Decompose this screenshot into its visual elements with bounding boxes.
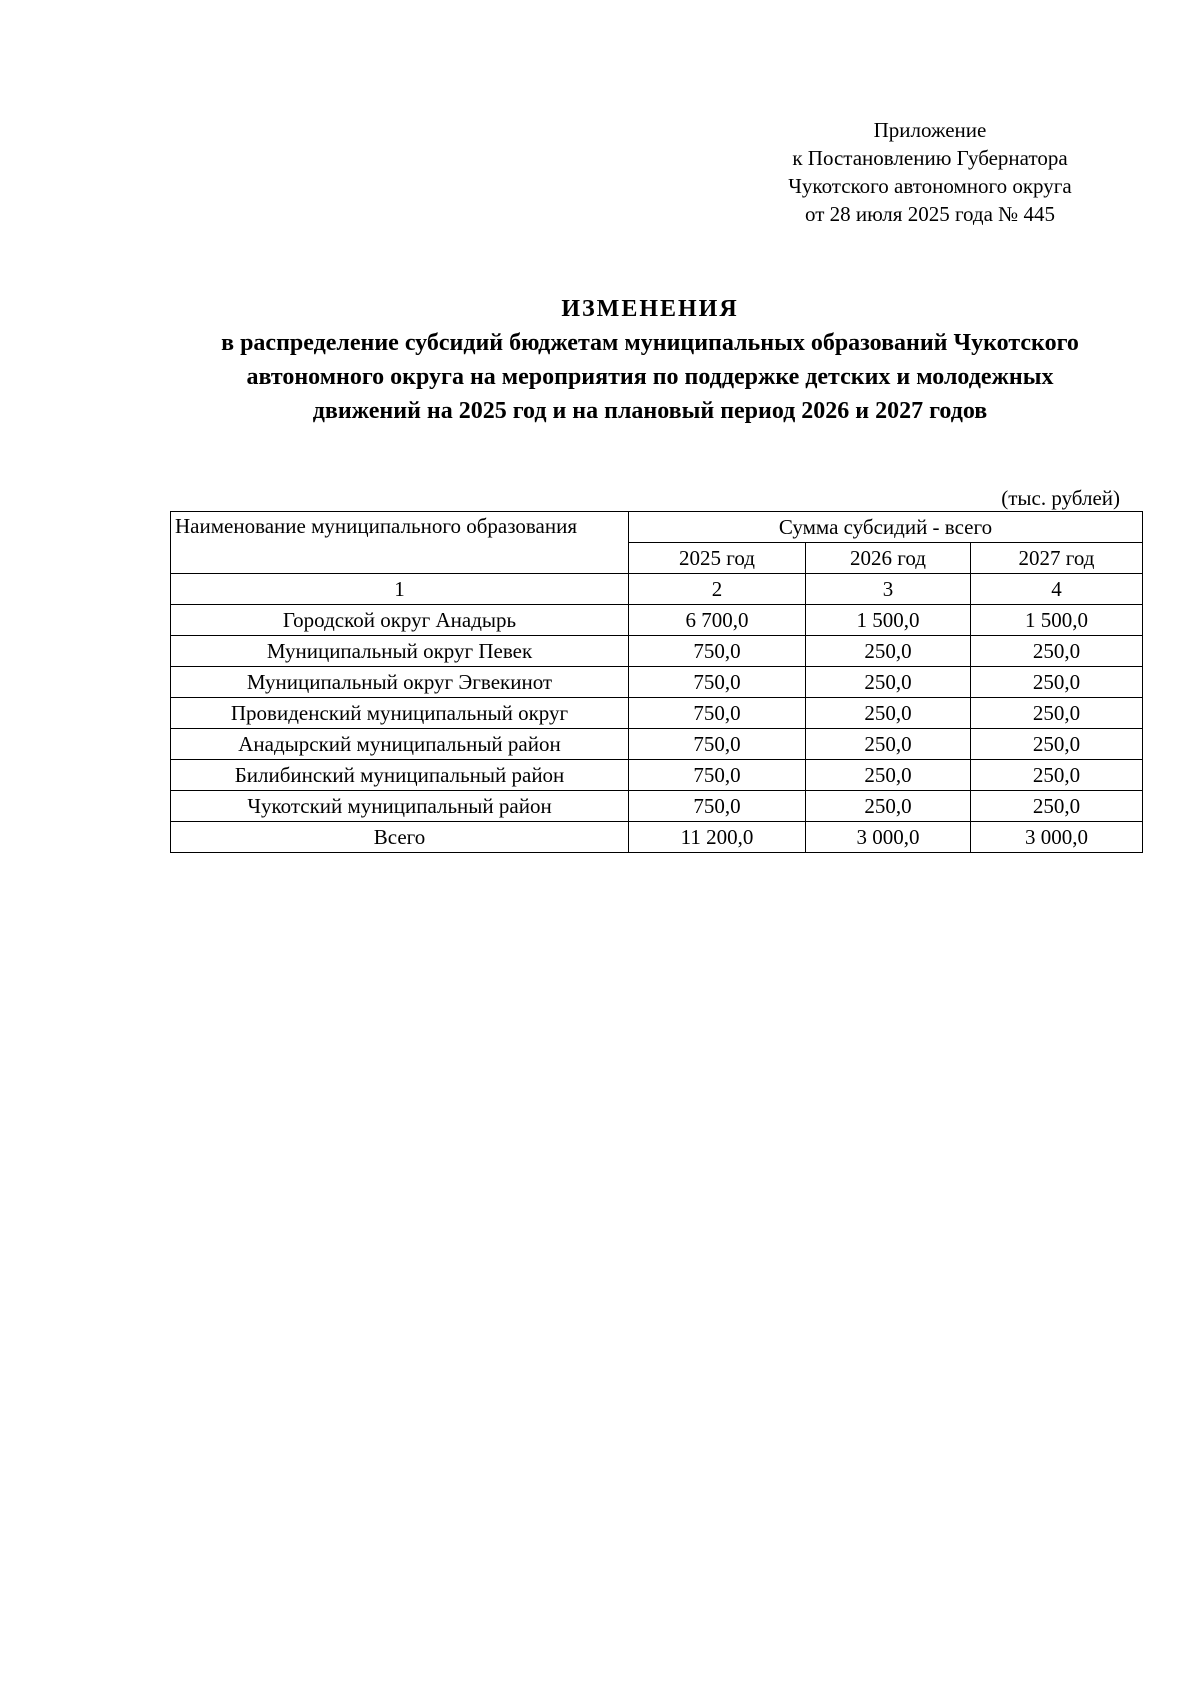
header-year-2027: 2027 год (971, 543, 1143, 574)
row-value-2026: 250,0 (806, 791, 971, 822)
row-value-2025: 750,0 (629, 760, 806, 791)
column-number-2: 2 (629, 574, 806, 605)
column-number-3: 3 (806, 574, 971, 605)
row-value-2026: 250,0 (806, 698, 971, 729)
document-title: ИЗМЕНЕНИЯ (561, 296, 739, 322)
row-value-2026: 250,0 (806, 667, 971, 698)
row-value-2027: 1 500,0 (971, 605, 1143, 636)
row-value-2027: 250,0 (971, 698, 1143, 729)
appendix-line-4: от 28 июля 2025 года № 445 (805, 202, 1055, 226)
table-row (171, 667, 1143, 698)
row-value-2025: 750,0 (629, 791, 806, 822)
header-year-2026: 2026 год (806, 543, 971, 574)
table-row (171, 791, 1143, 822)
header-name-cell: Наименование муниципального образования (171, 512, 629, 574)
total-value-2026: 3 000,0 (806, 822, 971, 853)
table-row (171, 636, 1143, 667)
row-value-2025: 750,0 (629, 698, 806, 729)
table-total-row (171, 822, 1143, 853)
row-value-2026: 1 500,0 (806, 605, 971, 636)
total-name: Всего (171, 822, 629, 853)
row-value-2026: 250,0 (806, 636, 971, 667)
table-row (171, 698, 1143, 729)
appendix-line-1: Приложение (873, 118, 987, 142)
table-body (171, 512, 1143, 853)
table-row (171, 729, 1143, 760)
row-name: Муниципальный округ Эгвекинот (171, 667, 629, 698)
row-value-2027: 250,0 (971, 760, 1143, 791)
subsidies-table (170, 511, 1143, 853)
row-name: Чукотский муниципальный район (171, 791, 629, 822)
row-value-2026: 250,0 (806, 760, 971, 791)
total-value-2027: 3 000,0 (971, 822, 1143, 853)
row-value-2027: 250,0 (971, 667, 1143, 698)
header-year-2025: 2025 год (629, 543, 806, 574)
header-sum-cell: Сумма субсидий - всего (629, 512, 1143, 543)
row-name: Провиденский муниципальный округ (171, 698, 629, 729)
table-header-row (171, 512, 1143, 543)
table-row (171, 605, 1143, 636)
row-value-2025: 750,0 (629, 667, 806, 698)
row-value-2026: 250,0 (806, 729, 971, 760)
row-value-2025: 750,0 (629, 636, 806, 667)
row-value-2025: 6 700,0 (629, 605, 806, 636)
row-value-2027: 250,0 (971, 729, 1143, 760)
column-number-4: 4 (971, 574, 1143, 605)
total-value-2025: 11 200,0 (629, 822, 806, 853)
row-value-2025: 750,0 (629, 729, 806, 760)
column-number-1: 1 (171, 574, 629, 605)
table-row (171, 760, 1143, 791)
row-value-2027: 250,0 (971, 636, 1143, 667)
appendix-header (700, 116, 1160, 228)
appendix-line-2: к Постановлению Губернатора (792, 146, 1068, 170)
row-name: Городской округ Анадырь (171, 605, 629, 636)
units-label: (тыс. рублей) (1001, 486, 1120, 510)
row-name: Анадырский муниципальный район (171, 729, 629, 760)
row-name: Муниципальный округ Певек (171, 636, 629, 667)
row-name: Билибинский муниципальный район (171, 760, 629, 791)
document-subtitle: в распределение субсидий бюджетам муниципальных образований Чукотского автономного округа на мероприятия по поддержке детских и молодежных движений на 2025 год и на плановый период 2026 и 2027 годов (221, 330, 1079, 424)
appendix-line-3: Чукотского автономного округа (788, 174, 1072, 198)
document-title-block (150, 292, 1150, 428)
table-column-numbers-row (171, 574, 1143, 605)
row-value-2027: 250,0 (971, 791, 1143, 822)
